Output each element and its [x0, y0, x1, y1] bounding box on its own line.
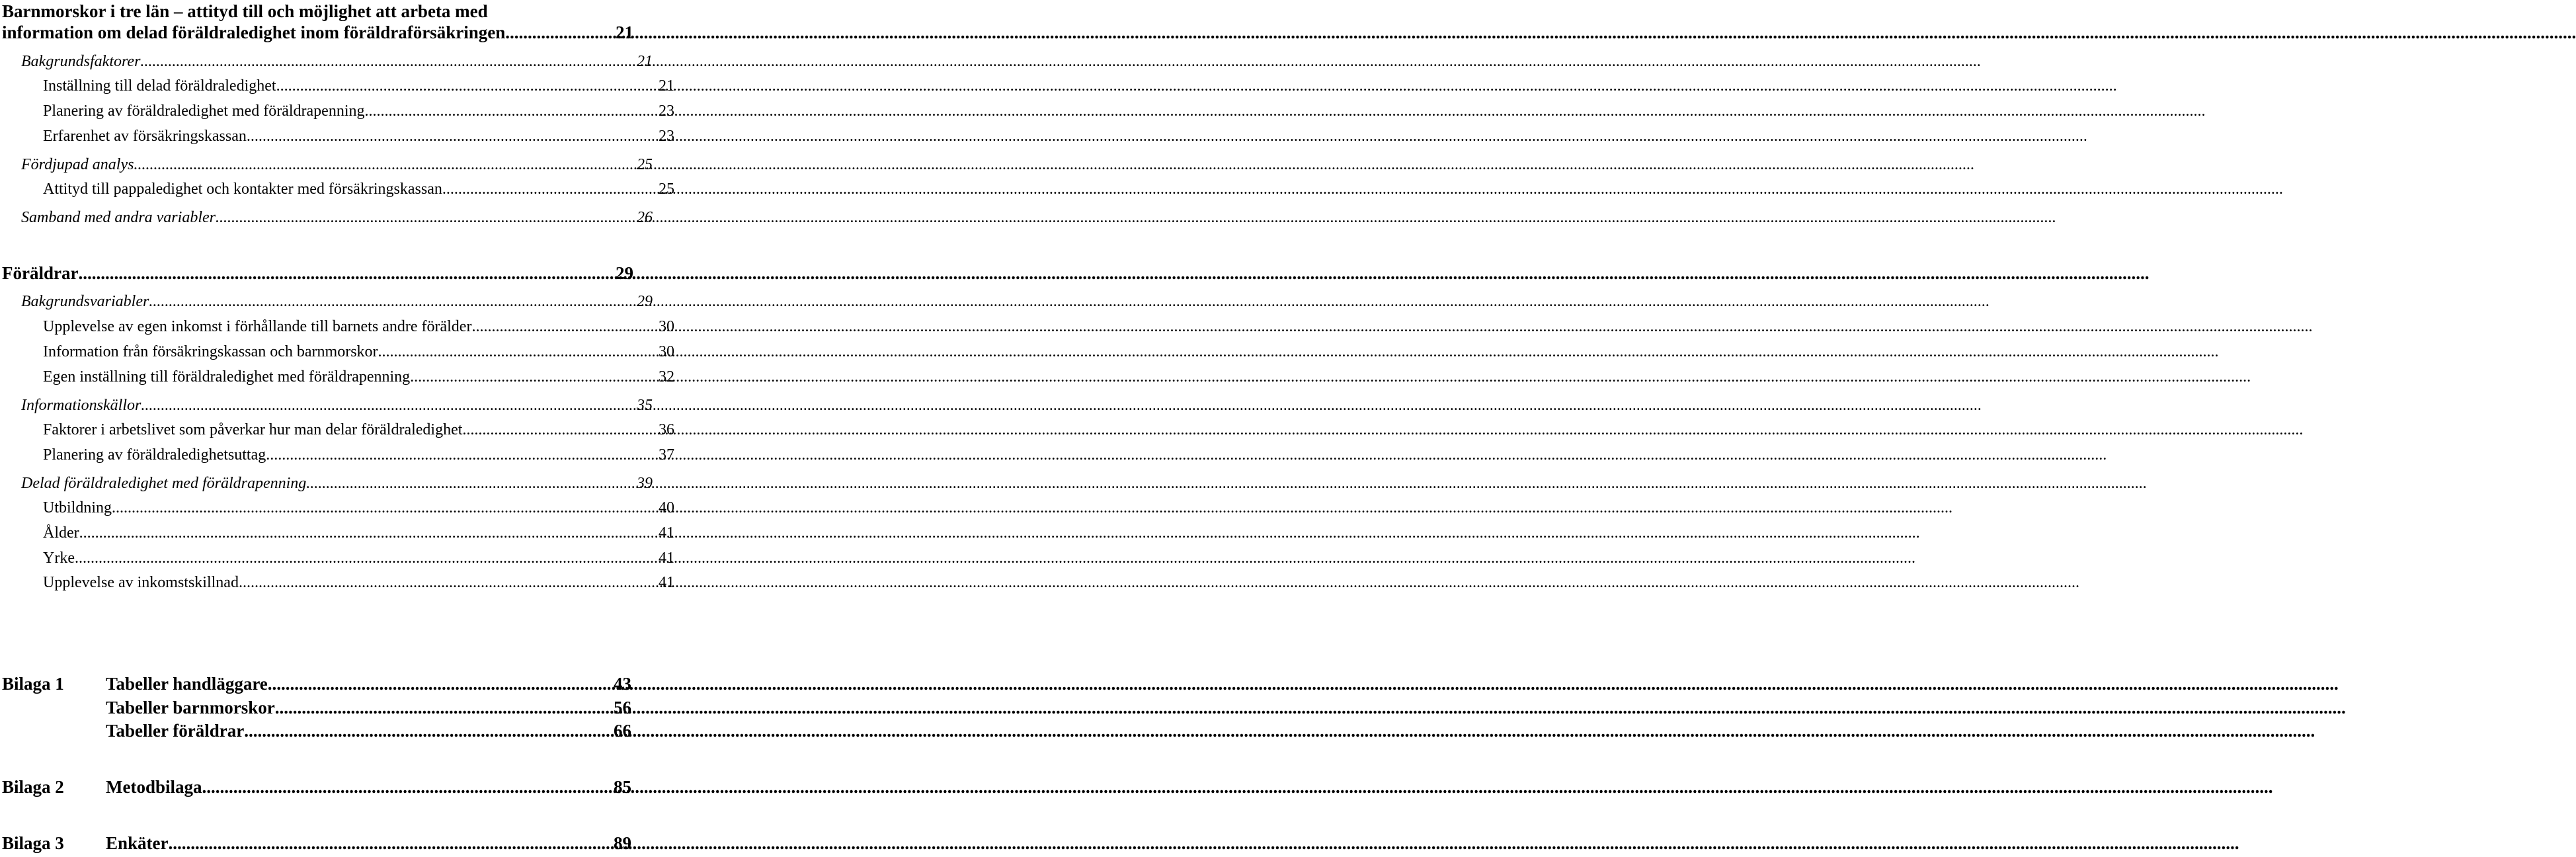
dot-leader — [462, 421, 659, 439]
toc-entry[interactable] — [0, 263, 633, 284]
dot-leader — [505, 22, 616, 43]
dot-leader — [134, 156, 637, 174]
toc-entry-title: Delad föräldraledighet med föräldrapenning — [21, 475, 307, 492]
dot-leader — [266, 446, 659, 464]
toc-entry-page: 21 — [616, 22, 633, 42]
toc-entry-page: 29 — [616, 263, 633, 283]
toc-entry-page: 32 — [659, 368, 674, 386]
toc-entry-page: 39 — [637, 475, 653, 492]
dot-leader — [471, 318, 659, 336]
toc-entry-page: 30 — [659, 318, 674, 335]
appendix-label: Bilaga 2 — [2, 777, 64, 797]
toc-entry-title: Upplevelse av egen inkomst i förhållande till barnets andre förälder — [43, 318, 472, 335]
appendix-entry-title: Tabeller barnmorskor — [106, 698, 275, 717]
toc-entry-page: 29 — [637, 293, 653, 310]
toc-entry-page: 30 — [659, 343, 674, 360]
toc-heading-line1: Barnmorskor i tre län – attityd till och möjlighet att arbeta med — [2, 1, 488, 21]
toc-entry-page: 21 — [659, 77, 674, 95]
toc-entry-page: 41 — [659, 524, 674, 542]
dot-leader — [149, 293, 637, 311]
toc-entry-title: Bakgrundsvariabler — [21, 293, 149, 310]
toc-entry-title: Planering av föräldraledighet med föräldrapenning — [43, 102, 365, 120]
toc-entry[interactable] — [0, 156, 653, 174]
toc-entry[interactable] — [0, 524, 674, 542]
toc-entry[interactable] — [0, 397, 653, 415]
appendix-entry-title: Tabeller handläggare — [106, 674, 268, 694]
toc-entry[interactable] — [0, 421, 674, 439]
toc-entry-title: Utbildning — [43, 499, 112, 516]
dot-leader — [239, 574, 659, 592]
appendix-entry[interactable] — [106, 777, 631, 797]
appendix-entry-title: Tabeller föräldrar — [106, 721, 245, 741]
toc-entry-title: Ålder — [43, 524, 79, 542]
toc-entry[interactable] — [0, 318, 674, 336]
toc-entry-title: Information från försäkringskassan och barnmorskor — [43, 343, 378, 360]
appendix-entry-page: 85 — [614, 777, 631, 797]
toc-entry-page: 25 — [659, 181, 674, 198]
toc-entry-title: Planering av föräldraledighetsuttag — [43, 446, 266, 464]
toc-entry[interactable] — [0, 293, 653, 311]
toc-entry-page: 41 — [659, 574, 674, 591]
dot-leader — [141, 397, 637, 415]
toc-entry[interactable] — [0, 22, 633, 43]
appendix-entry-page: 66 — [614, 721, 631, 741]
appendix-label: Bilaga 1 — [2, 674, 64, 694]
toc-entry[interactable] — [0, 209, 653, 227]
toc-entry[interactable] — [0, 102, 674, 120]
appendix-entry-page: 43 — [614, 674, 631, 694]
dot-leader — [410, 368, 659, 386]
toc-entry-title: Egen inställning till föräldraledighet med föräldrapenning — [43, 368, 411, 386]
dot-leader — [112, 499, 659, 517]
toc-entry-title: Inställning till delad föräldraledighet — [43, 77, 276, 95]
toc-entry[interactable] — [0, 475, 653, 493]
toc-entry-page: 23 — [659, 128, 674, 145]
toc-entry-title: Fördjupad analys — [21, 156, 134, 173]
dot-leader — [79, 524, 659, 542]
dot-leader — [216, 209, 637, 227]
toc-entry[interactable] — [0, 550, 674, 567]
toc-entry-page: 25 — [637, 156, 653, 173]
toc-entry-page: 37 — [659, 446, 674, 464]
toc-entry-page: 36 — [659, 421, 674, 438]
toc-entry[interactable] — [0, 368, 674, 386]
dot-leader — [276, 77, 659, 95]
appendix-label: Bilaga 3 — [2, 833, 64, 853]
dot-leader — [169, 833, 614, 854]
toc-entry-title: Föräldrar — [2, 263, 79, 283]
toc-entry-title: information om delad föräldraledighet inom föräldraförsäkringen — [2, 22, 506, 42]
dot-leader — [78, 263, 616, 284]
toc-entry-page: 21 — [637, 53, 653, 70]
toc-entry-page: 40 — [659, 499, 674, 516]
appendix-entry-page: 56 — [614, 698, 631, 717]
dot-leader — [306, 475, 637, 493]
toc-entry[interactable] — [0, 181, 674, 198]
dot-leader — [140, 53, 637, 71]
toc-entry-page: 41 — [659, 550, 674, 567]
toc-entry-title: Bakgrundsfaktorer — [21, 53, 141, 70]
toc-entry[interactable] — [0, 574, 674, 592]
toc-entry-title: Erfarenhet av försäkringskassan — [43, 128, 247, 145]
toc-entry[interactable] — [0, 53, 653, 71]
toc-entry-title: Upplevelse av inkomstskillnad — [43, 574, 239, 591]
appendix-entry[interactable] — [106, 833, 631, 854]
toc-entry-page: 35 — [637, 397, 653, 414]
toc-entry-title: Faktorer i arbetslivet som påverkar hur man delar föräldraledighet — [43, 421, 463, 438]
toc-entry-page: 23 — [659, 102, 674, 120]
appendix-entry-title: Enkäter — [106, 833, 169, 853]
dot-leader — [378, 343, 659, 361]
dot-leader — [75, 550, 659, 567]
toc-entry-title: Attityd till pappaledighet och kontakter med försäkringskassan — [43, 181, 442, 198]
toc-entry-title: Samband med andra variabler — [21, 209, 216, 226]
dot-leader — [268, 674, 614, 694]
appendix-entry[interactable] — [106, 698, 631, 718]
appendix-entry-title: Metodbilaga — [106, 777, 202, 797]
dot-leader — [442, 181, 659, 198]
toc-entry[interactable] — [0, 77, 674, 95]
toc-entry-title: Informationskällor — [21, 397, 141, 414]
appendix-entry[interactable] — [106, 674, 631, 694]
appendix-entry[interactable] — [106, 721, 631, 741]
dot-leader — [364, 102, 659, 120]
toc-entry[interactable] — [0, 499, 674, 517]
dot-leader — [247, 128, 659, 145]
toc-entry[interactable] — [0, 446, 674, 464]
toc-entry-page: 26 — [637, 209, 653, 226]
dot-leader — [275, 698, 614, 718]
dot-leader — [202, 777, 614, 797]
dot-leader — [244, 721, 614, 741]
toc-entry[interactable] — [0, 343, 674, 361]
appendix-entry-page: 89 — [614, 833, 631, 853]
toc-entry[interactable] — [0, 128, 674, 145]
toc-entry-title: Yrke — [43, 550, 75, 567]
